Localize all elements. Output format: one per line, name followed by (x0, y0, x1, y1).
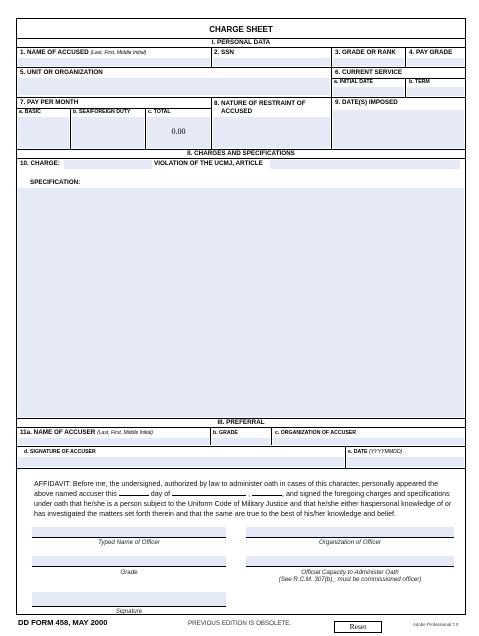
accuser-grade-label: b. GRADE (213, 430, 238, 436)
obsolete-notice: PREVIOUS EDITION IS OBSOLETE. (188, 620, 292, 627)
signature-field[interactable] (32, 592, 226, 606)
divider (246, 537, 454, 538)
accuser-organization-field[interactable] (273, 438, 464, 445)
divider (345, 446, 346, 468)
divider (405, 78, 406, 97)
name-of-accused-label: 1. NAME OF ACCUSED (Last, First, Middle Initial) (20, 49, 147, 56)
divider (211, 47, 212, 67)
unit-label: 5. UNIT OR ORGANIZATION (20, 69, 103, 76)
accuser-name-field[interactable] (18, 438, 209, 445)
affidavit-text: AFFIDAVIT: Before me, the undersigned, authorized by law to administer oath in cases of this character, personally appeared the above named accuser this day of , , and signed the foregoing charges and specifications under oath that he/she is a person subject to the Uniform Code of Military Justice and that he/she either haspersonal knowledge of or has investigated the matters set forth therein and that the same are true to the best of his/her knowledge and belief. (34, 480, 452, 518)
sea-foreign-duty-field[interactable] (72, 117, 144, 148)
charge-label: 10. CHARGE: (20, 160, 60, 167)
divider (16, 468, 466, 469)
accuser-name-label: 11a. NAME OF ACCUSER (Last, First, Middle Initial) (20, 429, 153, 436)
year-blank[interactable] (252, 489, 282, 496)
divider (32, 606, 226, 607)
signature-caption: Signature (115, 608, 143, 615)
basic-pay-field[interactable] (18, 117, 69, 148)
section-personal-data: I. PERSONAL DATA (211, 39, 271, 46)
grade-caption: Grade (120, 569, 138, 576)
divider (16, 158, 466, 159)
charge-field[interactable] (64, 160, 152, 169)
divider (16, 97, 466, 98)
basic-pay-label: a. BASIC (19, 109, 41, 115)
sea-foreign-duty-label: b. SEA/FOREIGN DUTY (73, 109, 131, 115)
divider (405, 47, 406, 67)
organization-officer-caption: Organization of Officer (319, 539, 381, 546)
accuser-signature-field[interactable] (18, 457, 344, 467)
divider (246, 566, 454, 567)
divider (16, 446, 466, 447)
typed-name-field[interactable] (32, 527, 226, 537)
software-note: Adobe Professional 7.0 (413, 622, 459, 627)
divider (271, 427, 272, 445)
term-field[interactable] (407, 87, 464, 96)
pay-grade-field[interactable] (407, 58, 464, 66)
current-service-label: 6. CURRENT SERVICE (335, 69, 403, 76)
unit-field[interactable] (18, 78, 330, 95)
specification-label: SPECIFICATION: (30, 179, 81, 186)
divider (211, 97, 212, 149)
accuser-date-label: e. DATE (YYYYMMDD) (348, 449, 403, 455)
accuser-organization-label: c. ORGANIZATION OF ACCUSER (275, 430, 356, 436)
divider (210, 427, 211, 445)
ssn-field[interactable] (213, 58, 330, 66)
dates-imposed-field[interactable] (333, 110, 464, 148)
specification-field[interactable] (18, 188, 464, 417)
divider (32, 566, 226, 567)
initial-date-label: a. INITIAL DATE (334, 79, 374, 85)
term-label: b. TERM (409, 79, 430, 85)
grade-field[interactable] (32, 556, 226, 566)
organization-officer-field[interactable] (246, 527, 454, 537)
grade-rank-label: 3. GRADE OR RANK (335, 49, 396, 56)
accuser-grade-field[interactable] (212, 438, 270, 445)
section-charges: II. CHARGES AND SPECIFICATIONS (187, 150, 295, 157)
form-title: CHARGE SHEET (209, 25, 273, 34)
article-field[interactable] (270, 160, 460, 169)
section-preferral: III. PREFERRAL (217, 419, 265, 426)
month-blank[interactable] (172, 489, 246, 496)
total-pay-label: c. TOTAL (148, 109, 171, 115)
official-capacity-field[interactable] (246, 556, 454, 566)
reset-button[interactable]: Reset (334, 621, 382, 633)
accuser-signature-label: d. SIGNATURE OF ACCUSER (24, 449, 96, 455)
divider (70, 108, 71, 149)
name-of-accused-field[interactable] (18, 58, 210, 66)
official-capacity-caption: Official Capacity to Administer Oath (See R.C.M. 307(b)_ must be commissioned officer) (278, 569, 422, 584)
typed-name-caption: Typed Name of Officer (98, 539, 160, 546)
initial-date-field[interactable] (333, 87, 404, 96)
divider (16, 47, 466, 48)
pay-per-month-label: 7. PAY PER MONTH (20, 99, 79, 106)
divider (16, 67, 466, 68)
ssn-label: 2. SSN (214, 49, 234, 56)
grade-rank-field[interactable] (333, 58, 404, 66)
divider (331, 97, 332, 149)
pay-grade-label: 4. PAY GRADE (409, 49, 453, 56)
divider (32, 537, 226, 538)
divider (16, 427, 466, 428)
total-pay-value: 0.00 (171, 127, 186, 136)
divider (331, 47, 332, 97)
dates-imposed-label: 9. DATE(S) IMPOSED (335, 99, 398, 106)
form-id: DD FORM 458, MAY 2000 (18, 618, 108, 627)
divider (145, 108, 146, 149)
accuser-date-field[interactable] (347, 457, 464, 467)
restraint-label: 8. NATURE OF RESTRAINT OF ACCUSED (214, 100, 306, 115)
restraint-field[interactable] (213, 117, 330, 148)
violation-label: VIOLATION OF THE UCMJ, ARTICLE (154, 160, 263, 167)
day-blank[interactable] (119, 489, 149, 496)
